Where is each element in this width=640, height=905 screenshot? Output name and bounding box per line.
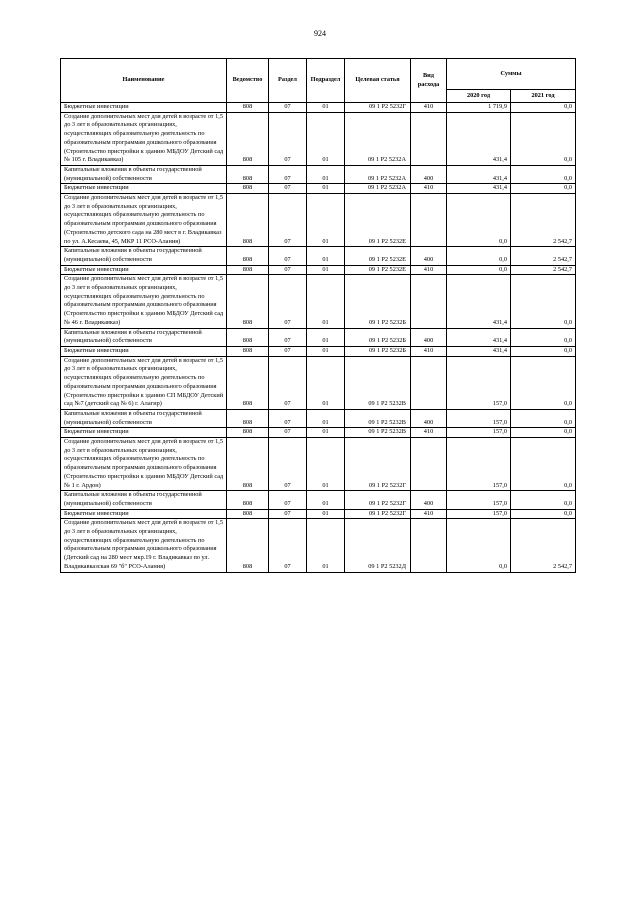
row-amount-2021: 0,0	[511, 112, 576, 165]
row-name: Создание дополнительных мест для детей в возрасте от 1,5 до 3 лет в образовательных организациях, осуществляющих образовательную деятельность по образовательным программам дошкольного образования (Строительство детского сада на 280 мест в г. Владикавказ по ул. А.Кесаева, 45, МКР 11 РСО-Алания)	[61, 194, 227, 247]
row-target-article: 09 1 P2 5232B	[345, 356, 411, 409]
row-amount-2021: 2 542,7	[511, 194, 576, 247]
header-target-article: Целевая статья	[345, 59, 411, 103]
row-subsection: 01	[307, 428, 345, 438]
row-section: 07	[269, 519, 307, 572]
row-department: 808	[227, 265, 269, 275]
row-name: Бюджетные инвестиции	[61, 184, 227, 194]
row-name: Бюджетные инвестиции	[61, 509, 227, 519]
row-section: 07	[269, 275, 307, 328]
row-name: Бюджетные инвестиции	[61, 346, 227, 356]
row-name: Создание дополнительных мест для детей в возрасте от 1,5 до 3 лет в образовательных организациях, осуществляющих образовательную деятельность по образовательным программам дошкольного образования (Строительство пристройки к зданию СП МБДОУ Детский сад №7 (детский сад № 6) г. Алагир)	[61, 356, 227, 409]
row-name: Бюджетные инвестиции	[61, 428, 227, 438]
row-amount-2021: 0,0	[511, 438, 576, 491]
row-expense-type	[411, 275, 447, 328]
table-row	[61, 346, 576, 356]
row-amount-2020: 157,0	[447, 409, 511, 427]
row-subsection: 01	[307, 275, 345, 328]
row-subsection: 01	[307, 519, 345, 572]
row-subsection: 01	[307, 356, 345, 409]
row-name: Создание дополнительных мест для детей в возрасте от 1,5 до 3 лет в образовательных организациях, осуществляющих образовательную деятельность по образовательным программам дошкольного образования (Детский сад на 280 мест мкр.19 г. Владикавказ по ул. Владикавказская 69 "б" РСО-Алания)	[61, 519, 227, 572]
row-section: 07	[269, 194, 307, 247]
table-row	[61, 328, 576, 346]
row-subsection: 01	[307, 112, 345, 165]
row-expense-type	[411, 438, 447, 491]
page-number: 924	[314, 29, 326, 38]
row-target-article: 09 1 P2 5232E	[345, 265, 411, 275]
row-amount-2021: 2 542,7	[511, 519, 576, 572]
row-amount-2021: 0,0	[511, 346, 576, 356]
row-subsection: 01	[307, 509, 345, 519]
row-target-article: 09 1 P2 5232Б	[345, 328, 411, 346]
header-year-2021: 2021 год	[511, 90, 576, 103]
row-department: 808	[227, 438, 269, 491]
table-row	[61, 409, 576, 427]
row-expense-type: 400	[411, 328, 447, 346]
table-row	[61, 184, 576, 194]
row-department: 808	[227, 165, 269, 183]
row-subsection: 01	[307, 165, 345, 183]
table-body	[61, 103, 576, 573]
row-target-article: 09 1 P2 5232Г	[345, 438, 411, 491]
row-subsection: 01	[307, 491, 345, 509]
row-subsection: 01	[307, 194, 345, 247]
row-expense-type: 400	[411, 409, 447, 427]
row-expense-type: 410	[411, 346, 447, 356]
row-amount-2020: 157,0	[447, 356, 511, 409]
row-department: 808	[227, 328, 269, 346]
table-row	[61, 428, 576, 438]
row-amount-2020: 0,0	[447, 519, 511, 572]
row-section: 07	[269, 491, 307, 509]
row-subsection: 01	[307, 247, 345, 265]
row-department: 808	[227, 247, 269, 265]
row-name: Капитальные вложения в объекты государственной (муниципальной) собственности	[61, 409, 227, 427]
row-department: 808	[227, 184, 269, 194]
header-amounts: Суммы	[447, 59, 576, 90]
row-expense-type	[411, 519, 447, 572]
row-target-article: 09 1 P2 5232Б	[345, 275, 411, 328]
row-target-article: 09 1 P2 5232B	[345, 409, 411, 427]
row-amount-2020: 157,0	[447, 491, 511, 509]
row-section: 07	[269, 184, 307, 194]
row-amount-2021: 0,0	[511, 275, 576, 328]
row-amount-2021: 0,0	[511, 328, 576, 346]
row-expense-type	[411, 356, 447, 409]
row-name: Капитальные вложения в объекты государственной (муниципальной) собственности	[61, 491, 227, 509]
row-target-article: 09 1 P2 5232B	[345, 428, 411, 438]
table-row	[61, 265, 576, 275]
header-subsection: Подраздел	[307, 59, 345, 103]
row-amount-2021: 0,0	[511, 165, 576, 183]
row-department: 808	[227, 194, 269, 247]
row-section: 07	[269, 346, 307, 356]
header-department: Ведомство	[227, 59, 269, 103]
row-section: 07	[269, 509, 307, 519]
table-row	[61, 165, 576, 183]
row-department: 808	[227, 356, 269, 409]
row-amount-2021: 2 542,7	[511, 247, 576, 265]
row-target-article: 09 1 P2 5232E	[345, 247, 411, 265]
row-amount-2021: 0,0	[511, 491, 576, 509]
row-amount-2020: 1 719,9	[447, 103, 511, 113]
row-amount-2020: 431,4	[447, 184, 511, 194]
row-department: 808	[227, 509, 269, 519]
row-amount-2020: 0,0	[447, 265, 511, 275]
row-department: 808	[227, 346, 269, 356]
row-name: Создание дополнительных мест для детей в возрасте от 1,5 до 3 лет в образовательных организациях, осуществляющих образовательную деятельность по образовательным программам дошкольного образования (Строительство пристройки к зданию МБДОУ Детский сад № 46 г. Владикавказ)	[61, 275, 227, 328]
row-department: 808	[227, 409, 269, 427]
row-target-article: 09 1 P2 5232E	[345, 194, 411, 247]
row-section: 07	[269, 165, 307, 183]
row-expense-type: 410	[411, 509, 447, 519]
row-name: Капитальные вложения в объекты государственной (муниципальной) собственности	[61, 165, 227, 183]
row-subsection: 01	[307, 438, 345, 491]
row-department: 808	[227, 275, 269, 328]
table-row	[61, 491, 576, 509]
row-section: 07	[269, 112, 307, 165]
table-row	[61, 509, 576, 519]
row-expense-type: 400	[411, 247, 447, 265]
row-amount-2020: 431,4	[447, 328, 511, 346]
row-amount-2020: 431,4	[447, 112, 511, 165]
header-year-2020: 2020 год	[447, 90, 511, 103]
row-target-article: 09 1 P2 5232A	[345, 165, 411, 183]
row-target-article: 09 1 P2 5232Г	[345, 491, 411, 509]
row-subsection: 01	[307, 103, 345, 113]
row-amount-2020: 0,0	[447, 247, 511, 265]
row-amount-2021: 0,0	[511, 509, 576, 519]
row-subsection: 01	[307, 265, 345, 275]
row-target-article: 09 1 P2 5232A	[345, 112, 411, 165]
row-amount-2021: 0,0	[511, 428, 576, 438]
row-section: 07	[269, 265, 307, 275]
row-subsection: 01	[307, 346, 345, 356]
table-row	[61, 103, 576, 113]
row-section: 07	[269, 247, 307, 265]
row-expense-type	[411, 194, 447, 247]
row-subsection: 01	[307, 328, 345, 346]
row-amount-2020: 157,0	[447, 509, 511, 519]
row-department: 808	[227, 491, 269, 509]
row-target-article: 09 1 P2 5232Г	[345, 103, 411, 113]
row-section: 07	[269, 328, 307, 346]
row-department: 808	[227, 519, 269, 572]
row-subsection: 01	[307, 409, 345, 427]
row-amount-2020: 157,0	[447, 428, 511, 438]
row-target-article: 09 1 P2 5232Д	[345, 519, 411, 572]
row-expense-type: 400	[411, 165, 447, 183]
header-section: Раздел	[269, 59, 307, 103]
table-row	[61, 438, 576, 491]
row-department: 808	[227, 103, 269, 113]
row-section: 07	[269, 438, 307, 491]
row-expense-type: 410	[411, 184, 447, 194]
row-section: 07	[269, 409, 307, 427]
row-section: 07	[269, 356, 307, 409]
table-row	[61, 112, 576, 165]
row-amount-2021: 0,0	[511, 103, 576, 113]
row-section: 07	[269, 428, 307, 438]
header-name: Наименование	[61, 59, 227, 103]
header-expense-type: Вид расхода	[411, 59, 447, 103]
row-department: 808	[227, 428, 269, 438]
row-name: Капитальные вложения в объекты государственной (муниципальной) собственности	[61, 328, 227, 346]
row-expense-type: 410	[411, 428, 447, 438]
row-subsection: 01	[307, 184, 345, 194]
row-amount-2020: 431,4	[447, 165, 511, 183]
row-target-article: 09 1 P2 5232A	[345, 184, 411, 194]
row-expense-type: 410	[411, 265, 447, 275]
budget-table	[60, 58, 576, 573]
row-section: 07	[269, 103, 307, 113]
row-department: 808	[227, 112, 269, 165]
row-name: Бюджетные инвестиции	[61, 265, 227, 275]
row-expense-type: 400	[411, 491, 447, 509]
row-name: Создание дополнительных мест для детей в возрасте от 1,5 до 3 лет в образовательных организациях, осуществляющих образовательную деятельность по образовательным программам дошкольного образования (Строительство пристройки к зданию МБДОУ Детский сад № 105 г. Владикавказ)	[61, 112, 227, 165]
row-name: Создание дополнительных мест для детей в возрасте от 1,5 до 3 лет в образовательных организациях, осуществляющих образовательную деятельность по образовательным программам дошкольного образования (Строительство пристройки к зданию МБДОУ Детский сад № 1 г. Ардон)	[61, 438, 227, 491]
row-amount-2021: 0,0	[511, 356, 576, 409]
table-row	[61, 194, 576, 247]
row-name: Капитальные вложения в объекты государственной (муниципальной) собственности	[61, 247, 227, 265]
table-row	[61, 247, 576, 265]
row-amount-2020: 431,4	[447, 346, 511, 356]
row-target-article: 09 1 P2 5232Б	[345, 346, 411, 356]
row-amount-2021: 2 542,7	[511, 265, 576, 275]
row-target-article: 09 1 P2 5232Г	[345, 509, 411, 519]
row-amount-2020: 157,0	[447, 438, 511, 491]
row-amount-2021: 0,0	[511, 409, 576, 427]
row-amount-2021: 0,0	[511, 184, 576, 194]
row-name: Бюджетные инвестиции	[61, 103, 227, 113]
row-amount-2020: 0,0	[447, 194, 511, 247]
row-expense-type: 410	[411, 103, 447, 113]
table-row	[61, 519, 576, 572]
row-amount-2020: 431,4	[447, 275, 511, 328]
table-row	[61, 275, 576, 328]
row-expense-type	[411, 112, 447, 165]
table-row	[61, 356, 576, 409]
